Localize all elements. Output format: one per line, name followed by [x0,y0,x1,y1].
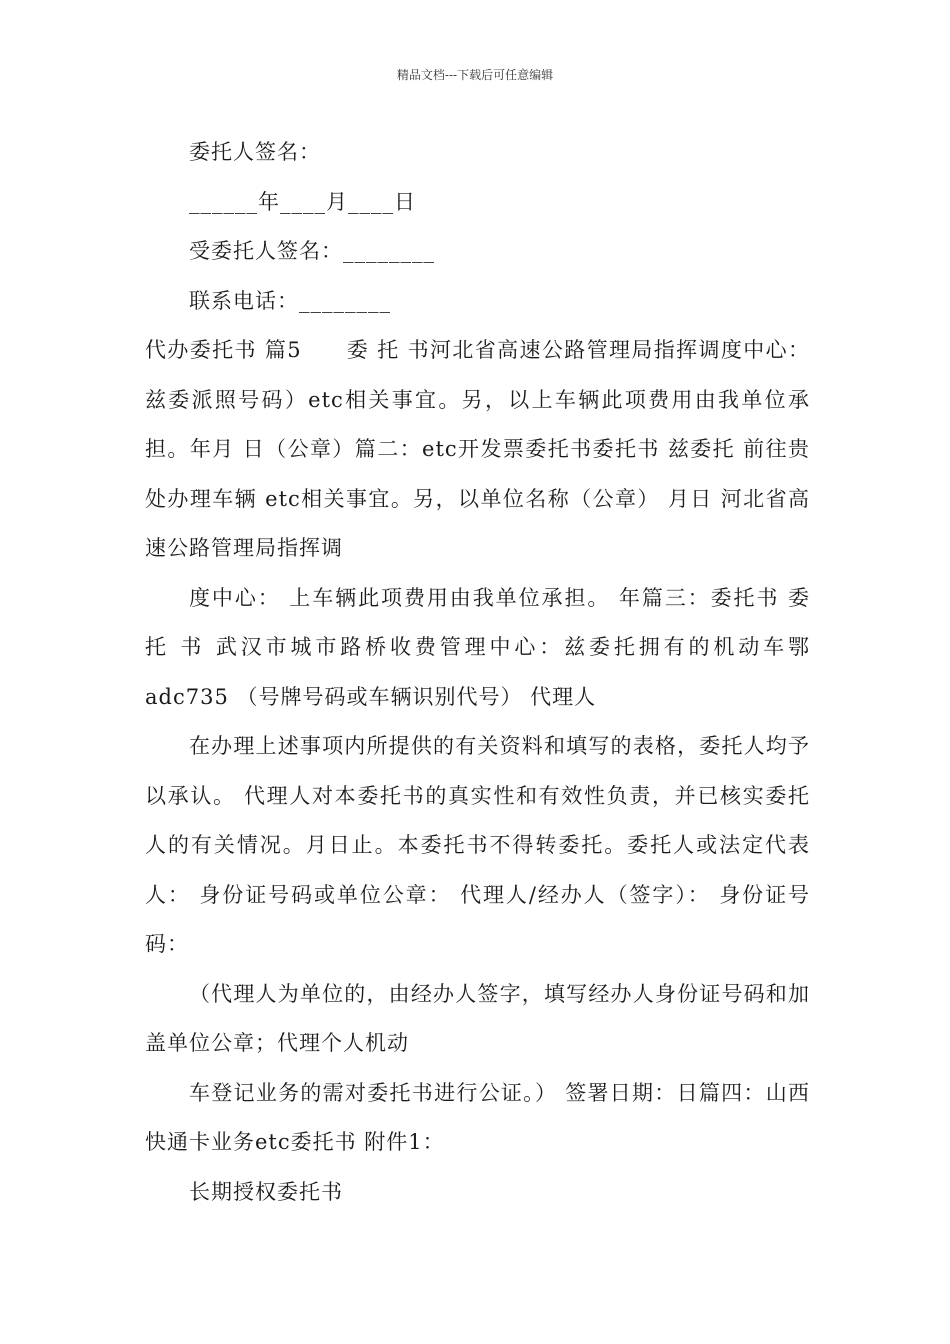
paragraph-contact-phone: 联系电话：________ [189,288,391,313]
paragraph-agent-note: （代理人为单位的，由经办人签字，填写经办人身份证号码和加盖单位公章；代理个人机动 [145,981,810,1055]
paragraph-section-5: 代办委托书 篇5 委 托 书河北省高速公路管理局指挥调度中心：兹委派照号码）etc相关事宜。另，以上车辆此项费用由我单位承担。年月 日（公章）篇二：etc开发票委托书委托书 兹委托 前往贵处办理车辆 etc相关事宜。另，以单位名称（公章） 月日 河北省高速公路管理局指挥调 [145,338,810,560]
paragraph-long-term-authorization: 长期授权委托书 [189,1179,343,1204]
paragraph-agent-signature: 受委托人签名：________ [189,239,435,263]
paragraph-principal-signature: 委托人签名： [189,140,321,164]
paragraph-agent-responsibility: 在办理上述事项内所提供的有关资料和填写的表格，委托人均予以承认。 代理人对本委托书的真实性和有效性负责，并已核实委托人的有关情况。月日止。本委托书不得转委托。委托人或法定代表人： 身份证号码或单位公章： 代理人/经办人（签字）： 身份证号码： [145,734,810,956]
document-body [145,128,810,1217]
paragraph-section-4: 车登记业务的需对委托书进行公证。） 签署日期：日篇四：山西快通卡业务etc委托书 附件1： [145,1080,810,1154]
paragraph-date-blank: ______年____月____日 [189,189,416,214]
paragraph-section-3: 度中心： 上车辆此项费用由我单位承担。 年篇三：委托书 委 托 书 武汉市城市路桥收费管理中心：兹委托拥有的机动车鄂adc735 （号牌号码或车辆识别代号） 代理人 [145,585,810,709]
page-header: 精品文档---下载后可任意编辑 [396,68,554,82]
